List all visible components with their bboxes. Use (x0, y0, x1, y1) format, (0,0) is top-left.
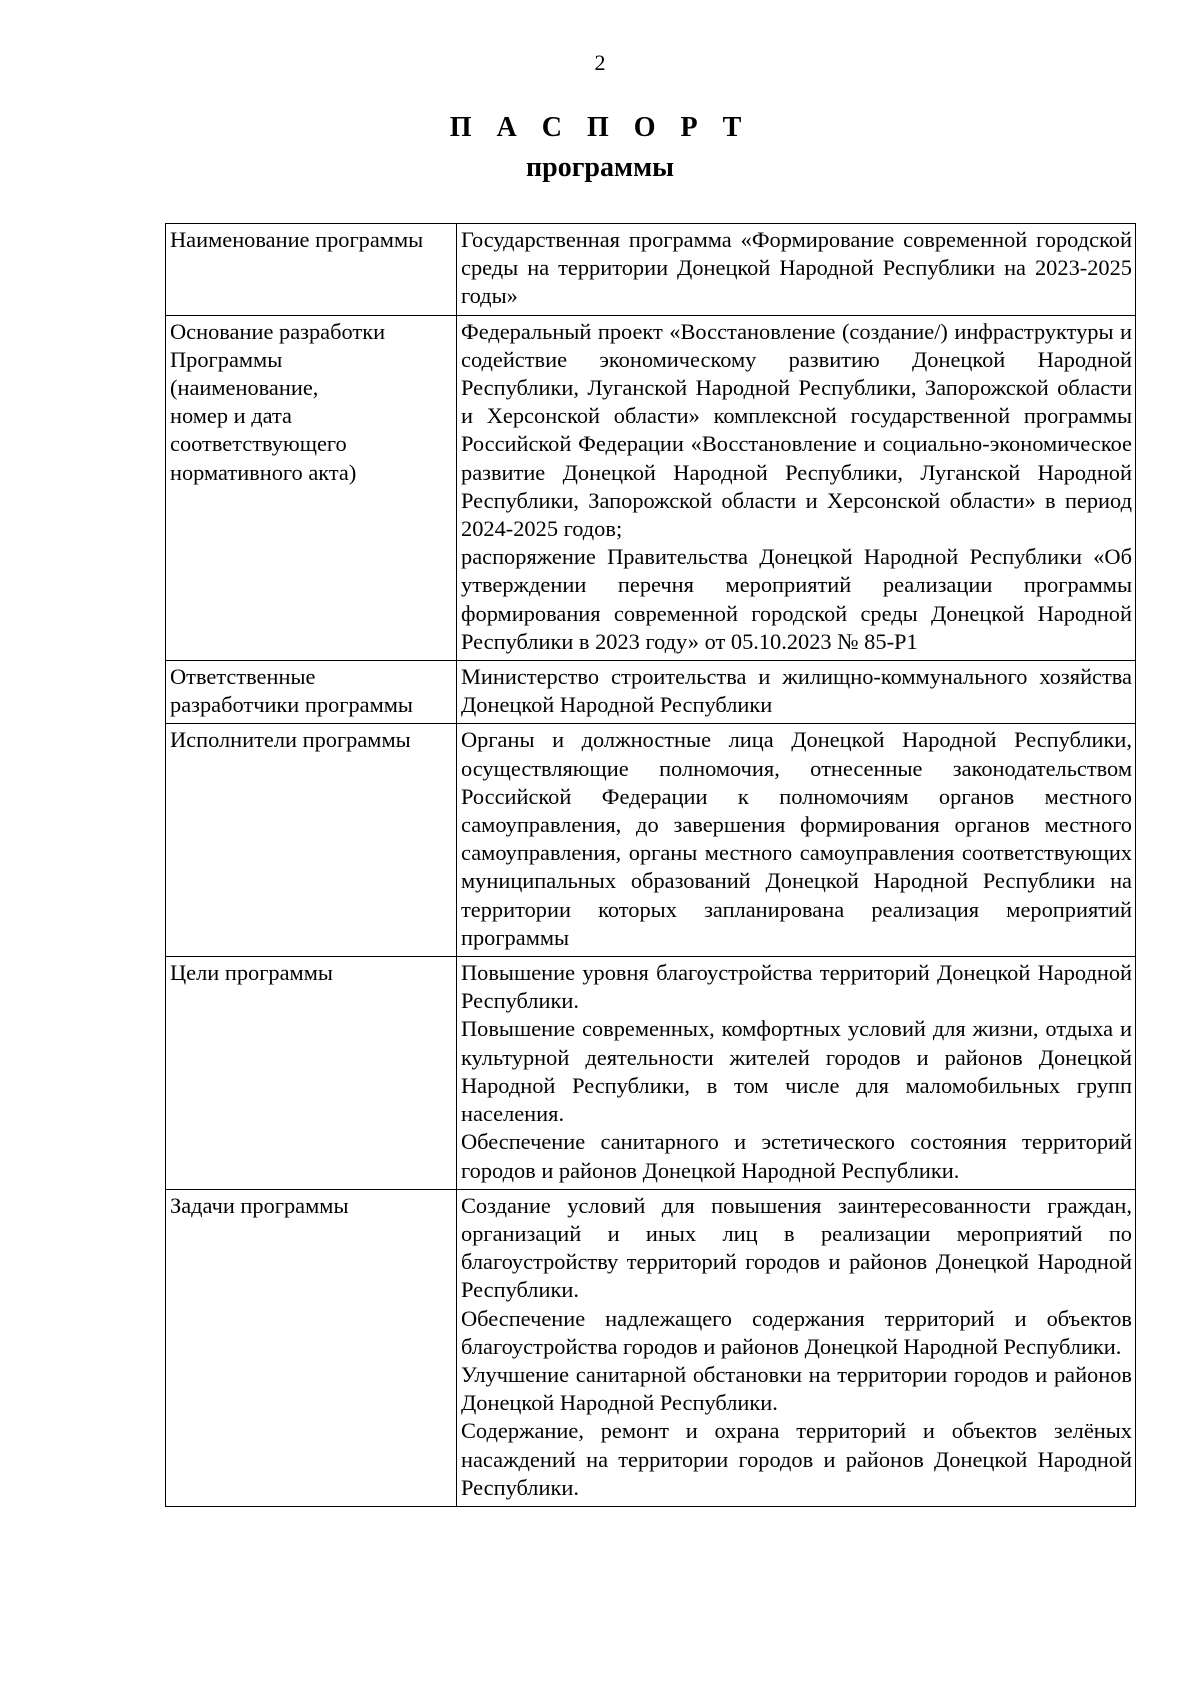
row-value-paragraph: Обеспечение санитарного и эстетического состояния территорий городов и районов Донецкой Народной Республики. (461, 1129, 1132, 1183)
table-row (166, 724, 1136, 957)
row-label-line: Ответственные (170, 664, 316, 690)
row-value-paragraph: Обеспечение надлежащего содержания территорий и объектов благоустройства городов и районов Донецкой Народной Республики. (461, 1305, 1132, 1359)
row-label-line: номер и дата (170, 403, 292, 429)
row-label-line: (наименование, (170, 375, 319, 401)
table-row (166, 1189, 1136, 1506)
row-label-cell (166, 724, 457, 957)
row-value-paragraph: Повышение уровня благоустройства территорий Донецкой Народной Республики. (461, 960, 1132, 1014)
row-value-cell (457, 315, 1136, 660)
row-label-line: Задачи программы (170, 1192, 349, 1218)
row-label-line: Программы (170, 346, 283, 372)
row-label-cell (166, 957, 457, 1190)
row-value-paragraph: Органы и должностные лица Донецкой Народной Республики, осуществляющие полномочия, отнесенные законодательством Российской Федерации к полномочиям органов местного самоуправления, до завершения формирования органов местного самоуправления, органы местного самоуправления соответствующих муниципальных образований Донецкой Народной Республики на территории которых запланирована реализация мероприятий программы (461, 727, 1132, 950)
table-row (166, 315, 1136, 660)
row-value-paragraph: Государственная программа «Формирование современной городской среды на территории Донецкой Народной Республики на 2023-2025 годы» (461, 227, 1132, 309)
row-value-cell (457, 224, 1136, 316)
table-row (166, 224, 1136, 316)
document-title: П А С П О Р Т (449, 112, 751, 143)
row-label-line: Основание разработки (170, 318, 386, 344)
row-label-cell (166, 1189, 457, 1506)
row-value-paragraph: Повышение современных, комфортных условий для жизни, отдыха и культурной деятельности жителей городов и районов Донецкой Народной Республики, в том числе для маломобильных групп населения. (461, 1016, 1132, 1127)
row-value-cell (457, 724, 1136, 957)
row-label-cell (166, 661, 457, 724)
page-number: 2 (594, 50, 606, 75)
row-value-paragraph: Создание условий для повышения заинтересованности граждан, организаций и иных лиц в реализации мероприятий по благоустройству территорий городов и районов Донецкой Народной Республики. (461, 1192, 1132, 1303)
table-row (166, 957, 1136, 1190)
document-subtitle: программы (526, 152, 674, 183)
row-label-line: Исполнители программы (170, 727, 411, 753)
row-label-line: Цели программы (170, 960, 333, 986)
passport-table-body (166, 224, 1136, 1507)
passport-table (165, 223, 1136, 1507)
row-label-cell (166, 315, 457, 660)
row-value-cell (457, 1189, 1136, 1506)
row-value-cell (457, 661, 1136, 724)
row-value-paragraph: Улучшение санитарной обстановки на территории городов и районов Донецкой Народной Республики. (461, 1361, 1132, 1416)
row-label-line: разработчики программы (170, 692, 413, 718)
row-label-cell (166, 224, 457, 316)
row-value-cell (457, 957, 1136, 1190)
row-value-paragraph: Федеральный проект «Восстановление (создание/) инфраструктуры и содействие экономическому развитию Донецкой Народной Республики, Луганской Народной Республики, Запорожской области и Херсонской области» комплексной государственной программы Российской Федерации «Восстановление и социально-экономическое развитие Донецкой Народной Республики, Луганской Народной Республики, Запорожской области и Херсонской области» в период 2024-2025 годов; (461, 318, 1132, 542)
row-label-line: соответствующего (170, 431, 347, 457)
row-label-line: Наименование программы (170, 227, 424, 252)
row-value-paragraph: Содержание, ремонт и охрана территорий и объектов зелёных насаждений на территории городов и районов Донецкой Народной Республики. (461, 1418, 1132, 1500)
table-row (166, 661, 1136, 724)
row-label-line: нормативного акта) (170, 459, 357, 485)
row-value-paragraph: Министерство строительства и жилищно-коммунального хозяйства Донецкой Народной Республики (461, 664, 1132, 718)
row-value-paragraph: распоряжение Правительства Донецкой Народной Республики «Об утверждении перечня мероприятий реализации программы формирования современной городской среды Донецкой Народной Республики в 2023 году» от 05.10.2023 № 85-Р1 (461, 544, 1132, 654)
